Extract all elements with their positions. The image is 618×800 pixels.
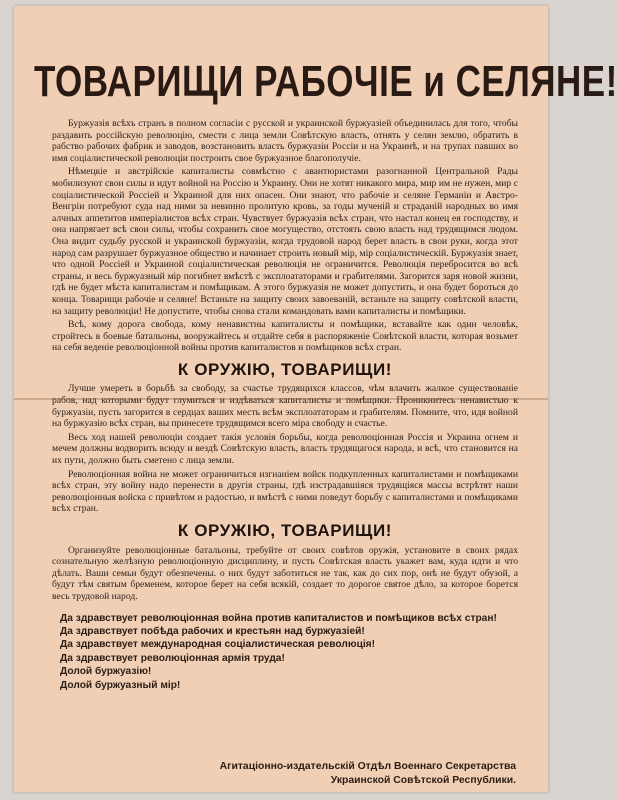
publisher-signature <box>220 760 516 787</box>
leaflet-title: ТОВАРИЩИ РАБОЧІЕ и СЕЛЯНЕ! <box>34 57 618 106</box>
slogan: Долой буржуазію! <box>60 666 152 678</box>
paragraph: Революціонная война не может ограничиться изгнаніем войск подкупленных капиталистами и помѣщиками всѣх стран, эту войну надо перенести в другія страны, гдѣ изстрадавшіяся трудящіяся массы встрѣтят наши революціонныя войска с привѣтом и радостью, и вмѣстѣ с ними поведут борьбу с капиталистами и помѣщиками всѣх стран. <box>52 468 518 515</box>
slogan: Да здравствует международная соціалистическая революція! <box>60 639 376 651</box>
section-heading-1: К ОРУЖІЮ, ТОВАРИЩИ! <box>177 359 393 379</box>
leaflet-body <box>52 118 518 692</box>
slogan-list <box>52 612 518 692</box>
slogan: Да здравствует побѣда рабочих и крестьян над буржуазіей! <box>60 625 365 637</box>
slogan: Да здравствует революціонная война против капиталистов и помѣщиков всѣх стран! <box>60 612 497 624</box>
leaflet-sheet <box>14 6 618 792</box>
slogan: Да здравствует революціонная армія труда! <box>60 652 285 664</box>
paragraph: Весь ход нашей революціи создает такія условія борьбы, когда революціонная Россія и Украина огнем и мечем должны водворить всюду и вездѣ Совѣтскую власть, власть трудящагося народа, и всѣ, что становится на их пути, должно быть сметено с лица земли. <box>52 431 518 467</box>
slogan: Долой буржуазный мір! <box>60 679 181 691</box>
signature-line: Агитаціонно-издательскій Отдѣл Военнаго Секретарства <box>219 761 516 772</box>
paragraph: Организуйте революціонные батальоны, требуйте от своих совѣтов оружія, установите в своих рядах сознательную желѣзную революціонную дисциплину, и пусть Совѣтская власть укажет вам, куда идти и что дѣлать. Ваши семьи будут обезпечены. о них будут заботиться не так, как до сих пор, онѣ не будут обузой, а будут тѣм святым бременем, которое берет на себя всякій, создает то дорогое святое дѣло, за которое борется весь трудовой народ. <box>52 544 518 602</box>
paragraph: Всѣ, кому дорога свобода, кому ненавистны капиталисты и помѣщики, вставайте как один человѣк, стройтесь в боевые батальоны, вооружайтесь и отдайте себя в распоряженіе Совѣтской власти, которая возьмет на себя веденіе революціонной войны против капиталистов и помѣщиков всѣх стран. <box>52 319 518 354</box>
paragraph: Нѣмецкіе и австрійскіе капиталисты совмѣстно с авантюристами разогнанной Центральной Рады мобилизуют свои силы и идут войной на Россію и Украину. Они не хотят никакого мира, мир им не нужен, мир с соціалистической Россіей и Украиной для них опасен. Они знают, что рабочіе и селяне Германіи и Австро-Венгріи потребуют суда над ними за невинно пролитую кровь, за годы мученій и страданій народных во имя алчных аппетитов имперіалистов всѣх стран. Чувствует буржуазія всѣх стран, что настал конец ея господству, и она напрягает всѣ свои силы, чтобы сохранить свое могущество, отстоять свою власть над трудящимся людом. Она видит судьбу русской и украинской буржуазіи, когда трудовой народ берет власть в свои руки, когда этот народ сам разрушает буржуазное общество и начинает строить новый мір, мір соціалистическій. Буржуазія знает, что одной Россіей и Украиной соціалистическая революція не ограничится. Революція перебросится во всѣ страны, и весь буржуазный мір погибнет вмѣстѣ с эксплоататорами и грабителями. Загорится заря новой жизни, гдѣ не будет мѣста капиталистам и помѣщикам. А этого буржуазія не может допустить, и она будет бороться до конца. Товарищи рабочіе и селяне! Встаньте на защиту своих завоеваній, встаньте на защиту совѣтской власти, на защиту революціи! Не допустите, чтобы снова стали командовать вами капиталисты и помѣщики. <box>52 166 518 317</box>
paragraph: Лучше умереть в борьбѣ за свободу, за счастье трудящихся классов, чѣм влачить жалкое существованіе рабов, над которыми будут глумиться и издѣваться капиталисты и помѣщики. Проникнитесь ненавистью к буржуазіи, пусть загорится в сердцах ваших месть всѣм эксплоататорам и грабителям. Помните, что, идя войной на буржуазію всѣх стран, вы принесете трудящимся всего міра свободу и счастье. <box>52 383 518 430</box>
section-heading-2: К ОРУЖІЮ, ТОВАРИЩИ! <box>177 521 393 540</box>
paragraph: Буржуазія всѣхъ странъ в полном согласіи с русской и украинской буржуазіей объединилась для того, чтобы раздавить россійскую революцію, смести с лица земли Совѣтскую власть, отнять у селян землю, обратить в рабство рабочих фабрик и заводов, возстановить власть буржуазіи Россіи и на Украинѣ, и на трупах павших во имя соціалистической революціи построить свое буржуазное благополучіе. <box>52 118 518 164</box>
signature-line: Украинской Совѣтской Республики. <box>330 774 516 786</box>
